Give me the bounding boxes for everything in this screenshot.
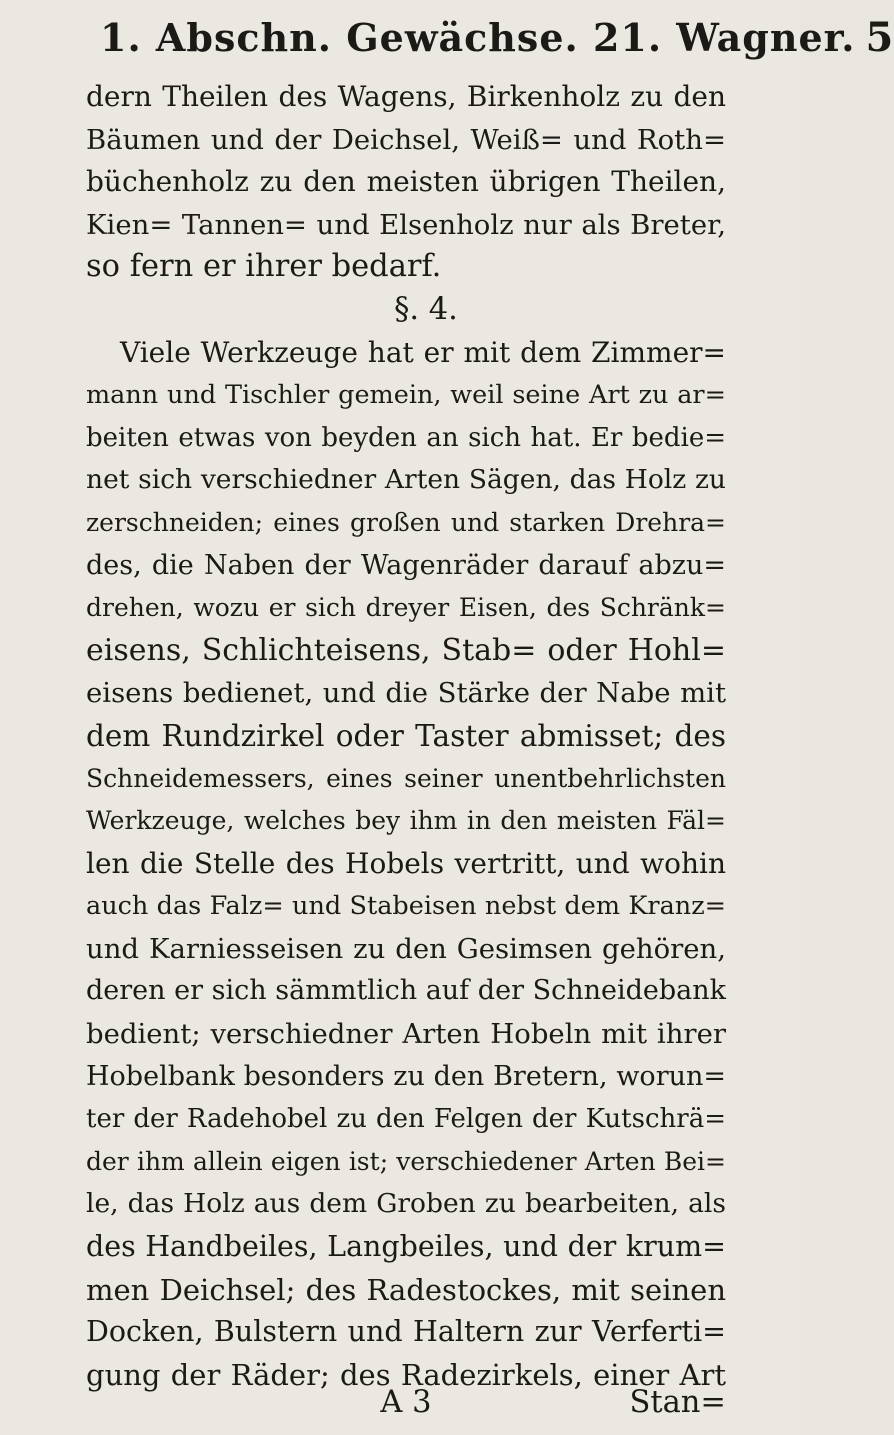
text-line: Kien= Tannen= und Elsenholz nur als Breter, (86, 208, 726, 241)
text-line: Schneidemessers, eines seiner unentbehrlichsten (86, 763, 726, 793)
page-number: 5 (865, 14, 894, 61)
text-line: le, das Holz aus dem Groben zu bearbeiten, als (86, 1188, 726, 1220)
text-line: dern Theilen des Wagens, Birkenholz zu den (86, 80, 726, 113)
text-line: gung der Räder; des Radezirkels, einer Art (86, 1357, 726, 1392)
text-line: bedient; verschiedner Arten Hobeln mit ihrer (86, 1018, 726, 1051)
text-line: net sich verschiedner Arten Sägen, das Holz zu (86, 464, 726, 496)
running-head (100, 14, 894, 74)
page-footer (86, 1383, 726, 1423)
section-heading: §. 4. (394, 291, 458, 327)
text-line: zerschneiden; eines großen und starken Drehra= (86, 507, 726, 537)
text-line: Viele Werkzeuge hat er mit dem Zimmer= (120, 335, 726, 369)
text-line: beiten etwas von beyden an sich hat. Er bedie= (86, 422, 726, 453)
body-text (86, 76, 726, 1396)
text-line: men Deichsel; des Radestockes, mit seinen (86, 1272, 726, 1307)
text-line: mann und Tischler gemein, weil seine Art zu ar= (86, 380, 726, 411)
text-line: Hobelbank besonders zu den Bretern, worun= (86, 1060, 726, 1092)
text-line: len die Stelle des Hobels vertritt, und wohin (86, 846, 726, 880)
text-line: Werkzeuge, welches bey ihm in den meisten Fäl= (86, 806, 726, 836)
text-line: und Karniesseisen zu den Gesimsen gehören, (86, 932, 726, 965)
text-line: büchenholz zu den meisten übrigen Theilen, (86, 165, 726, 199)
text-line: ter der Radehobel zu den Felgen der Kutschrä= (86, 1104, 726, 1135)
text-line: Bäumen und der Deichsel, Weiß= und Roth= (86, 123, 726, 156)
text-line: eisens bedienet, und die Stärke der Nabe mit (86, 677, 726, 710)
text-line: deren er sich sämmtlich auf der Schneidebank (86, 975, 726, 1007)
text-line: dem Rundzirkel oder Taster abmisset; des (86, 718, 726, 753)
text-line: der ihm allein eigen ist; verschiedener Arten Bei= (86, 1146, 726, 1176)
catchword: Stan= (629, 1385, 726, 1420)
text-line: des Handbeiles, Langbeiles, und der krum= (86, 1230, 726, 1264)
running-title: 1. Abschn. Gewächse. 21. Wagner. (100, 15, 856, 60)
text-line: eisens, Schlichteisens, Stab= oder Hohl= (86, 632, 726, 668)
text-line: so fern er ihrer bedarf. (86, 249, 442, 285)
text-line: Docken, Bulstern und Haltern zur Verferti= (86, 1315, 726, 1349)
signature-mark: A 3 (380, 1385, 432, 1420)
text-line: auch das Falz= und Stabeisen nebst dem Kranz= (86, 891, 726, 922)
text-line: des, die Naben der Wagenräder darauf abzu= (86, 549, 726, 581)
text-line: drehen, wozu er sich dreyer Eisen, des Schränk= (86, 593, 726, 623)
